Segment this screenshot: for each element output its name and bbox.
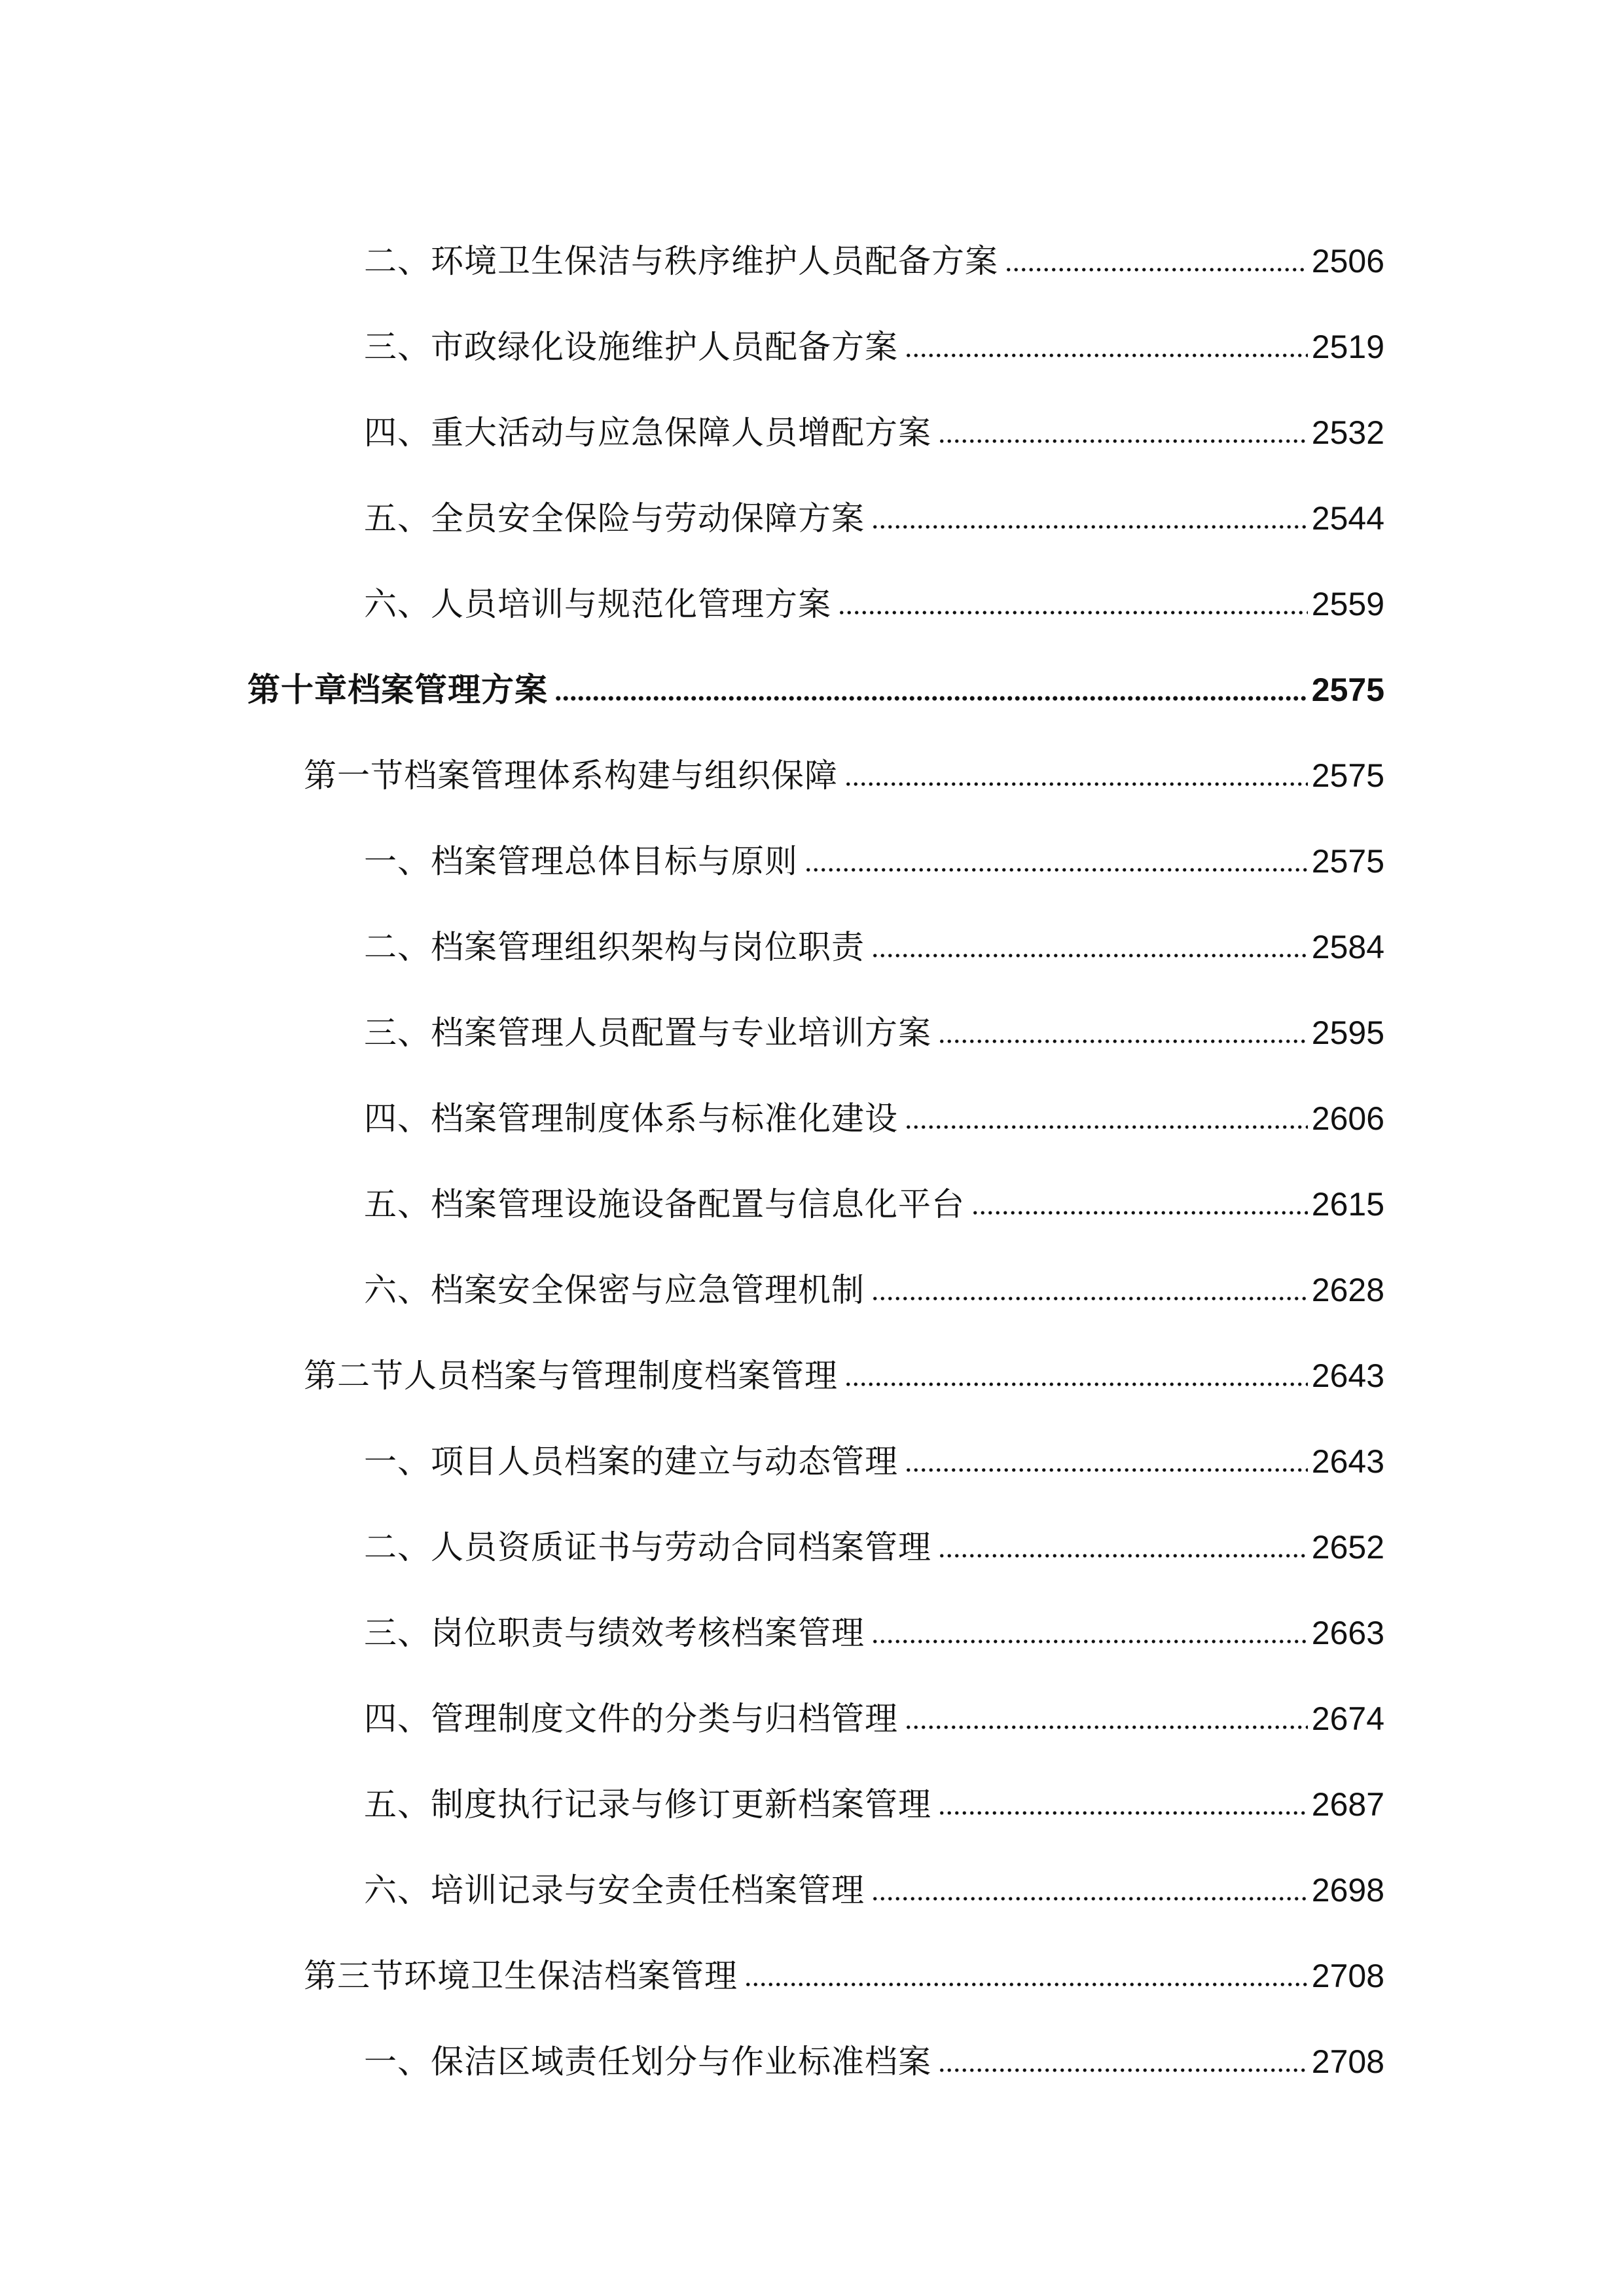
toc-entry-page-number: 2698 — [1311, 1871, 1384, 1909]
toc-entry-title: 五、全员安全保险与劳动保障方案 — [364, 499, 865, 537]
toc-entry-page-number: 2652 — [1311, 1528, 1384, 1566]
toc-entry-title: 四、档案管理制度体系与标准化建设 — [364, 1099, 898, 1138]
dot-leader — [971, 1210, 1308, 1216]
toc-entry-page-number: 2628 — [1311, 1271, 1384, 1308]
toc-entry-page-number: 2584 — [1311, 928, 1384, 965]
toc-subsection-entry[interactable] — [0, 904, 1624, 990]
dot-leader — [554, 695, 1308, 702]
toc-entry-title: 一、档案管理总体目标与原则 — [364, 842, 798, 880]
table-of-contents — [0, 218, 1624, 2104]
toc-entry-title: 六、培训记录与安全责任档案管理 — [364, 1871, 865, 1909]
toc-entry-page-number: 2544 — [1311, 499, 1384, 537]
toc-entry-page-number: 2575 — [1311, 757, 1384, 794]
toc-subsection-entry[interactable] — [0, 1847, 1624, 1933]
dot-leader — [804, 867, 1308, 873]
toc-entry-title: 二、人员资质证书与劳动合同档案管理 — [364, 1528, 931, 1566]
toc-entry-title: 二、档案管理组织架构与岗位职责 — [364, 927, 865, 966]
toc-entry-title: 三、档案管理人员配置与专业培训方案 — [364, 1013, 931, 1052]
toc-entry-title: 二、环境卫生保洁与秩序维护人员配备方案 — [364, 242, 998, 280]
toc-entry-page-number: 2663 — [1311, 1614, 1384, 1651]
toc-entry-title: 一、项目人员档案的建立与动态管理 — [364, 1442, 898, 1480]
dot-leader — [871, 524, 1308, 530]
toc-entry-page-number: 2595 — [1311, 1014, 1384, 1051]
toc-entry-title: 五、制度执行记录与修订更新档案管理 — [364, 1785, 931, 1823]
toc-subsection-entry[interactable] — [0, 1761, 1624, 1847]
toc-entry-page-number: 2519 — [1311, 328, 1384, 365]
dot-leader — [871, 1295, 1308, 1302]
toc-subsection-entry[interactable] — [0, 818, 1624, 904]
toc-entry-title: 第十章档案管理方案 — [247, 670, 548, 709]
toc-section-entry[interactable] — [0, 1333, 1624, 1418]
dot-leader — [938, 1810, 1308, 1816]
toc-subsection-entry[interactable] — [0, 1247, 1624, 1333]
toc-entry-page-number: 2708 — [1311, 2043, 1384, 2080]
toc-entry-page-number: 2559 — [1311, 585, 1384, 622]
dot-leader — [938, 438, 1308, 444]
toc-subsection-entry[interactable] — [0, 561, 1624, 647]
toc-subsection-entry[interactable] — [0, 1161, 1624, 1247]
dot-leader — [905, 1724, 1308, 1731]
dot-leader — [905, 1124, 1308, 1130]
dot-leader — [838, 609, 1308, 616]
toc-entry-page-number: 2687 — [1311, 1785, 1384, 1823]
toc-chapter-entry[interactable] — [0, 647, 1624, 732]
toc-subsection-entry[interactable] — [0, 218, 1624, 304]
dot-leader — [844, 781, 1308, 787]
toc-subsection-entry[interactable] — [0, 304, 1624, 389]
dot-leader — [938, 1038, 1308, 1045]
toc-entry-title: 第二节人员档案与管理制度档案管理 — [304, 1356, 838, 1395]
toc-section-entry[interactable] — [0, 1933, 1624, 2018]
toc-subsection-entry[interactable] — [0, 2018, 1624, 2104]
toc-entry-page-number: 2532 — [1311, 414, 1384, 451]
dot-leader — [938, 2067, 1308, 2073]
toc-entry-title: 三、岗位职责与绩效考核档案管理 — [364, 1613, 865, 1652]
dot-leader — [905, 352, 1308, 359]
dot-leader — [871, 1895, 1308, 1902]
toc-subsection-entry[interactable] — [0, 475, 1624, 561]
toc-section-entry[interactable] — [0, 732, 1624, 818]
toc-subsection-entry[interactable] — [0, 389, 1624, 475]
toc-subsection-entry[interactable] — [0, 1418, 1624, 1504]
toc-entry-title: 六、档案安全保密与应急管理机制 — [364, 1270, 865, 1309]
toc-entry-title: 第一节档案管理体系构建与组织保障 — [304, 756, 838, 795]
dot-leader — [871, 952, 1308, 959]
toc-entry-page-number: 2506 — [1311, 242, 1384, 279]
toc-entry-page-number: 2643 — [1311, 1443, 1384, 1480]
toc-entry-title: 六、人员培训与规范化管理方案 — [364, 584, 831, 623]
toc-entry-page-number: 2575 — [1311, 842, 1384, 880]
toc-subsection-entry[interactable] — [0, 1075, 1624, 1161]
toc-subsection-entry[interactable] — [0, 990, 1624, 1075]
toc-entry-page-number: 2708 — [1311, 1957, 1384, 1994]
toc-entry-page-number: 2674 — [1311, 1700, 1384, 1737]
dot-leader — [871, 1638, 1308, 1645]
toc-entry-title: 四、重大活动与应急保障人员增配方案 — [364, 413, 931, 452]
toc-entry-title: 四、管理制度文件的分类与归档管理 — [364, 1699, 898, 1738]
toc-subsection-entry[interactable] — [0, 1676, 1624, 1761]
toc-subsection-entry[interactable] — [0, 1504, 1624, 1590]
dot-leader — [905, 1467, 1308, 1473]
dot-leader — [1005, 266, 1308, 273]
toc-entry-title: 第三节环境卫生保洁档案管理 — [304, 1956, 738, 1995]
toc-entry-page-number: 2606 — [1311, 1100, 1384, 1137]
toc-entry-page-number: 2643 — [1311, 1357, 1384, 1394]
dot-leader — [744, 1981, 1308, 1988]
toc-subsection-entry[interactable] — [0, 1590, 1624, 1676]
toc-entry-title: 一、保洁区域责任划分与作业标准档案 — [364, 2042, 931, 2081]
toc-entry-page-number: 2575 — [1311, 671, 1384, 708]
toc-entry-title: 五、档案管理设施设备配置与信息化平台 — [364, 1185, 965, 1223]
toc-entry-page-number: 2615 — [1311, 1185, 1384, 1223]
dot-leader — [844, 1381, 1308, 1388]
toc-entry-title: 三、市政绿化设施维护人员配备方案 — [364, 327, 898, 366]
dot-leader — [938, 1552, 1308, 1559]
